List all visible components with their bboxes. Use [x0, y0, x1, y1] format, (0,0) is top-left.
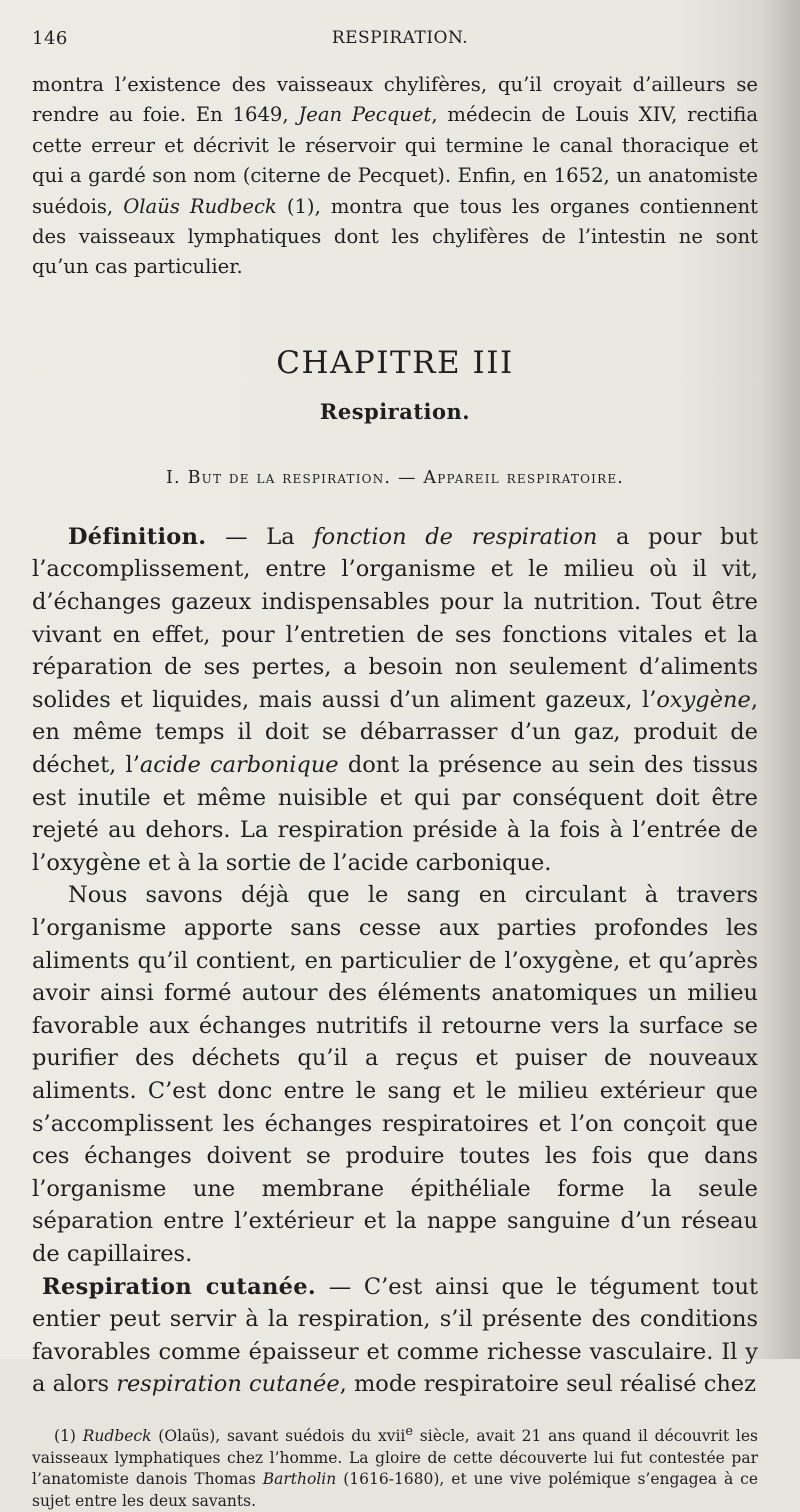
footnote-text: siècle, avait 21 ans quand il découvrit les vaisseaux lymphatiques chez l’homme. La gloire de cette découverte lui fut contestée par l’anatomiste danois Thomas	[32, 1427, 759, 1489]
running-title: RESPIRATION.	[331, 28, 469, 48]
paragraph-italic: respiration cutanée	[116, 1371, 340, 1398]
paragraph-lead: Définition.	[68, 523, 207, 550]
chapter-title: CHAPITRE III	[276, 344, 514, 381]
paragraph-text: a pour but l’accomplissement, entre l’organisme et le milieu où il vit, d’échanges gazeux indispensables pour la nutrition. Tout être vivant en effet, pour l’entretien de ses fonctions vitales et la réparation de ses pertes, a besoin non seulement d’aliments solides et liquides, mais aussi d’un aliment gazeux, l’	[32, 523, 758, 713]
paragraph-text: , en même temps il doit se débarrasser d’un gaz, produit de déchet, l’	[32, 686, 758, 778]
section-title-part: But de la respiration.	[187, 467, 392, 488]
paragraph-italic: acide carbonique	[139, 752, 339, 778]
paragraph-italic: fonction de respiration	[313, 523, 598, 550]
intro-name-rudbeck: Olaüs Rudbeck	[123, 194, 277, 218]
footnote-italic: Rudbeck	[82, 1427, 152, 1446]
paragraph-text: — La	[206, 523, 314, 550]
running-head	[32, 28, 758, 58]
intro-paragraph	[32, 70, 758, 283]
footnote-italic: Bartholin	[262, 1470, 337, 1489]
paragraph-text: — C’est ainsi que le tégument tout entier peut servir à la respiration, s’il présente des conditions favorables comme épaisseur et comme richesse vasculaire. Il y a alors	[32, 1273, 758, 1398]
footnote-text: (Olaüs), savant suédois du xvii	[151, 1427, 406, 1446]
intro-name-pecquet: Jean Pecquet	[298, 103, 432, 127]
paragraph-text: , mode respiratoire seul réalisé chez	[339, 1371, 756, 1398]
paragraph-cutaneous	[32, 1271, 758, 1401]
page-number: 146	[32, 28, 68, 49]
chapter-subtitle: Respiration.	[319, 398, 471, 424]
paragraph-blood: Nous savons déjà que le sang en circulant à travers l’organisme apporte sans cesse aux parties profondes les aliments qu’il contient, en particulier de l’oxygène, et qu’après avoir ainsi formé autour des éléments anatomiques un milieu favorable aux échanges nutritifs il retourne vers la surface se purifier des déchets qu’il a reçus et puiser de nouveaux aliments. C’est donc entre le sang et le milieu extérieur que s’accomplissent les échanges respiratoires et l’on conçoit que ces échanges doivent se produire toutes les fois que dans l’organisme une membrane épithéliale forme la seule séparation entre l’extérieur et la nappe sanguine d’un réseau de capillaires.	[32, 882, 758, 1267]
paragraph-italic: oxygène	[656, 686, 751, 713]
paragraph-lead: Respiration cutanée.	[42, 1273, 316, 1300]
intro-text: , médecin de Louis XIV, rectifia cette erreur et décrivit le réservoir qui termine le canal thoracique et qui a gardé son nom (citerne de Pecquet). Enfin, en 1652, un anatomiste suédois,	[32, 103, 758, 218]
section-number: I.	[165, 467, 188, 488]
footnote-text: (1616-1680), et une vive polémique s’engagea à ce sujet entre les deux savants.	[32, 1470, 759, 1510]
footnote-sup: e	[405, 1423, 413, 1439]
footnote-marker: (1)	[54, 1427, 83, 1446]
intro-text: montra l’existence des vaisseaux chylifères, qu’il croyait d’ailleurs se rendre au foie. En 1649,	[32, 73, 758, 127]
intro-text: (1), montra que tous les organes contiennent des vaisseaux lymphatiques dont les chylifères de l’intestin ne sont qu’un cas particulier.	[32, 194, 758, 279]
paragraph-definition	[32, 521, 758, 880]
footnote	[32, 1421, 758, 1512]
section-title-part: Appareil respiratoire.	[423, 467, 625, 488]
section-heading	[32, 465, 758, 491]
section-dash: —	[391, 467, 424, 488]
paragraph-text: dont la présence au sein des tissus est inutile et même nuisible et qui par conséquent doit être rejeté au dehors. La respiration préside à la fois à l’entrée de l’oxygène et à la sortie de l’acide carbonique.	[32, 752, 758, 876]
